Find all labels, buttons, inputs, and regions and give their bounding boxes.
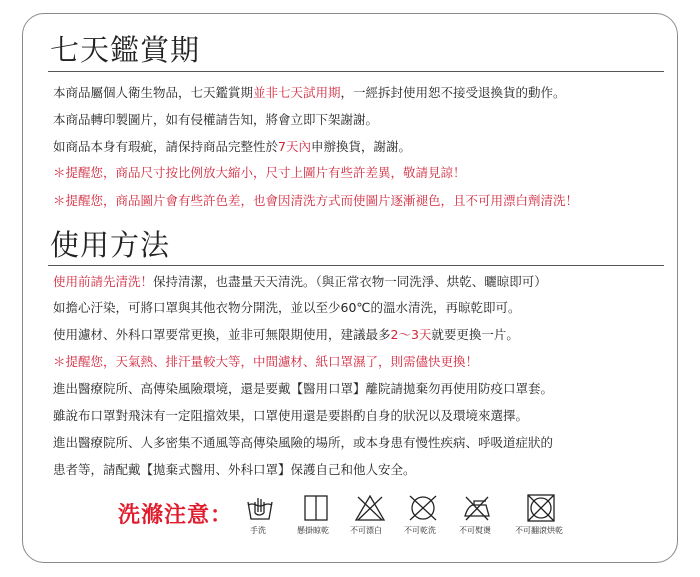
usage-line-7: 進出醫療院所、人多密集不通風等高傳染風險的場所，或本身患有慢性疾病、呼吸道症狀的 [53,435,554,450]
no-tumble-dry-icon [525,493,557,523]
seven-day-line-2: 本商品轉印製圖片，如有侵權請告知，將會立即下架謝謝。 [53,112,379,127]
no-bleach-label: 不可漂白 [350,526,382,535]
no-tumble-dry-label: 不可翻滾烘乾 [515,526,563,535]
text-segment: 如商品本身有瑕疵，請保持商品完整性於 [53,139,279,154]
text-segment: 使用濾材、外科口罩要常更換，並非可無限期使用，建議最多 [53,327,391,342]
usage-divider [48,265,664,266]
usage-line-5: 進出醫療院所、高傳染風險環境，還是要戴【醫用口罩】離院請拋棄勿再使用防疫口罩套。 [53,381,554,396]
no-dry-clean-icon [407,493,439,523]
hand-wash-label: 手洗 [250,526,266,535]
seven-day-line-1 [53,87,566,100]
usage-line-1 [53,276,547,289]
usage-line-8: 患者等，請配戴【拋棄式醫用、外科口罩】保護自己和他人安全。 [53,462,416,477]
no-dry-clean-label: 不可乾洗 [404,526,436,535]
seven-day-reminder-1: ＊提醒您，商品尺寸按比例放大縮小，尺寸上圖片有些許差異，敬請見諒！ [53,165,466,180]
hand-wash-icon [245,493,275,523]
no-iron-label: 不可熨燙 [459,526,491,535]
usage-reminder: ＊提醒您，天氣熱、排汗量較大等，中間濾材、紙口罩濕了，則需儘快更換！ [53,354,479,369]
usage-title: 使用方法 [50,228,171,262]
no-bleach-icon [354,493,386,523]
care-title: 洗滌注意： [118,503,234,528]
highlight-text: 並非七天試用期 [253,85,341,100]
seven-day-divider [48,71,664,72]
highlight-text: 使用前請先清洗！ [53,274,154,289]
text-segment: 保持清潔，也盡量天天清洗。（與正常衣物一同洗淨、烘乾、曬晾即可） [153,274,547,289]
text-segment: 本商品屬個人衛生物品，七天鑑賞期 [53,85,254,100]
seven-day-title: 七天鑑賞期 [50,33,201,67]
text-segment: 就要更換一片。 [431,327,519,342]
usage-line-6: 雖說布口罩對飛沫有一定阻擋效果，口罩使用還是要斟酌自身的狀況以及環境來選擇。 [53,408,529,423]
text-segment: ，一經拆封使用恕不接受退換貨的動作。 [340,85,566,100]
no-iron-icon [461,493,493,523]
usage-line-3 [53,329,519,342]
usage-line-2: 如擔心汙染，可將口罩與其他衣物分開洗，並以至少60℃的溫水清洗，再晾乾即可。 [53,300,521,315]
seven-day-line-3 [53,141,411,154]
line-dry-label: 懸掛晾乾 [297,526,329,535]
text-segment: 申辦換貨，謝謝。 [310,139,411,154]
highlight-text: 7天內 [278,139,311,154]
line-dry-icon [303,493,329,523]
highlight-text: 2～3天 [390,327,432,342]
seven-day-reminder-2: ＊提醒您，商品圖片會有些許色差，也會因清洗方式而使圖片逐漸褪色，且不可用漂白劑清洗！ [53,193,579,208]
